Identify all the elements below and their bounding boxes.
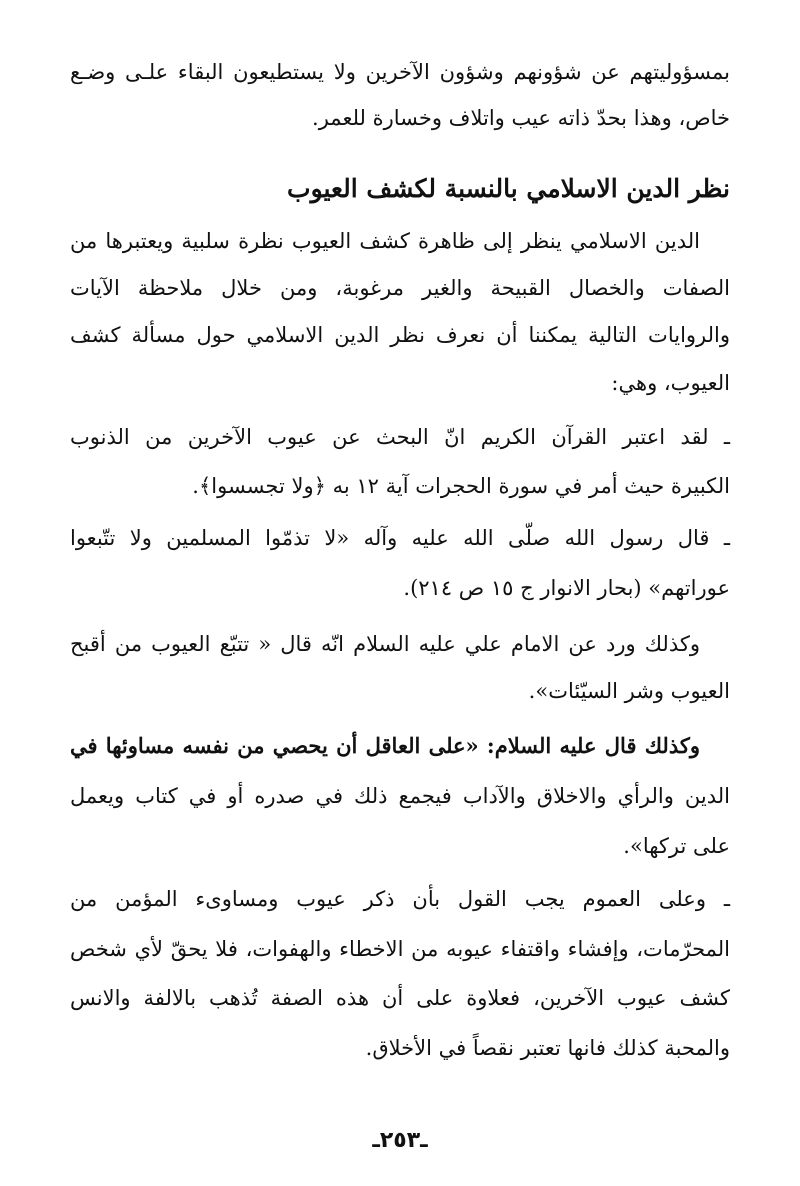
paragraph-5-line-2: الدين والرأي والاخلاق والآداب فيجمع ذلك في صدره أو في كتاب ويعمل: [70, 784, 730, 808]
paragraph-3-line-1: ـ قال رسول الله صلّى الله عليه وآله «لا تذمّوا المسلمين ولا تتّبعوا: [70, 526, 730, 550]
paragraph-2-line-1: ـ لقد اعتبر القرآن الكريم انّ البحث عن عيوب الآخرين من الذنوب: [70, 425, 730, 449]
paragraph-1-line-1: الدين الاسلامي ينظر إلى ظاهرة كشف العيوب نظرة سلبية ويعتبرها من: [70, 229, 700, 253]
paragraph-1-line-3: والروايات التالية يمكننا أن نعرف نظر الدين الاسلامي حول مسألة كشف: [70, 323, 730, 347]
paragraph-6-line-3: كشف عيوب الآخرين، فعلاوة على أن هذه الصفة تُذهب بالالفة والانس: [70, 986, 730, 1010]
paragraph-1-line-4: العيوب، وهي:: [611, 371, 730, 395]
paragraph-6-line-4: والمحبة كذلك فانها تعتبر نقصاً في الأخلاق.: [365, 1036, 730, 1060]
intro-line-2: خاص، وهذا بحدّ ذاته عيب واتلاف وخسارة للعمر.: [312, 106, 730, 130]
paragraph-4-line-2: العيوب وشر السيّئات».: [528, 679, 730, 703]
paragraph-2-line-2: الكبيرة حيث أمر في سورة الحجرات آية ١٢ به ﴿ولا تجسسوا﴾.: [192, 474, 730, 498]
paragraph-4-line-1: وكذلك ورد عن الامام علي عليه السلام انّه قال « تتبّع العيوب من أقبح: [70, 632, 700, 656]
paragraph-6-line-1: ـ وعلى العموم يجب القول بأن ذكر عيوب ومساوىء المؤمن من: [70, 887, 730, 911]
paragraph-5-line-1: وكذلك قال عليه السلام: «على العاقل أن يحصي من نفسه مساوئها في: [70, 733, 700, 758]
intro-line-1: بمسؤوليتهم عن شؤونهم وشؤون الآخرين ولا يستطيعون البقاء علـى وضـع: [70, 60, 730, 84]
page-number: ـ٢٥٣ـ: [372, 1128, 428, 1153]
paragraph-1-line-2: الصفات والخصال القبيحة والغير مرغوبة، ومن خلال ملاحظة الآيات: [70, 276, 730, 300]
paragraph-5-line-3: على تركها».: [623, 834, 730, 858]
paragraph-3-line-2: عوراتهم» (بحار الانوار ج ١٥ ص ٢١٤).: [403, 576, 730, 600]
paragraph-6-line-2: المحرّمات، وإفشاء واقتفاء عيوبه من الاخطاء والهفوات، فلا يحقّ لأي شخص: [70, 937, 730, 961]
section-heading: نظر الدين الاسلامي بالنسبة لكشف العيوب: [287, 174, 730, 203]
